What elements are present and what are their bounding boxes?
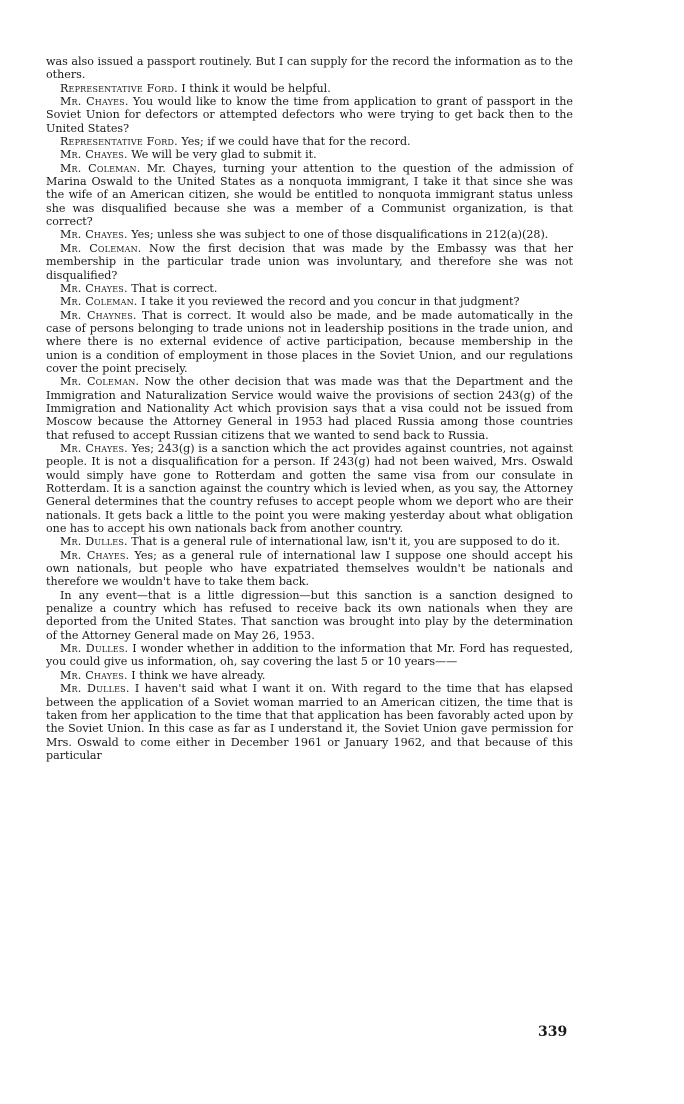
paragraph [46, 228, 573, 241]
speaker-name: Mr. Chaynes. [60, 308, 137, 322]
paragraph-text: I take it you reviewed the record and you concur in that judgment? [137, 295, 520, 309]
paragraph-text: I haven't said what I want it on. With regard to the time that has elapsed between the application of a Soviet woman married to an American citizen, the time that is taken from her application to the time that that application has been favorably acted upon by the Soviet Union. In this case as far as I understand it, the Soviet Union gave permission for Mrs. Oswald to come either in December 1961 or January 1962, and that because of this particular [46, 682, 573, 762]
paragraph [46, 162, 573, 229]
paragraph-text: I think we have already. [127, 668, 266, 682]
paragraph [46, 95, 573, 135]
speaker-name: Mr. Chayes. [60, 95, 129, 109]
paragraph-text: was also issued a passport routinely. But I can supply for the record the information as to the others. [46, 55, 573, 82]
speaker-name: Mr. Coleman. [60, 161, 141, 175]
speaker-name: Mr. Coleman. [60, 295, 138, 309]
paragraph-text: That is correct. [127, 281, 218, 295]
paragraph [46, 442, 573, 535]
speaker-name: Mr. Coleman. [60, 241, 142, 255]
paragraph [46, 148, 573, 161]
paragraph-text: I wonder whether in addition to the information that Mr. Ford has requested, you could give us information, oh, say covering the last 5 or 10 years—— [46, 642, 573, 669]
speaker-name: Mr. Dulles. [60, 535, 128, 549]
paragraph [46, 55, 573, 82]
speaker-name: Representative Ford. [60, 135, 178, 149]
paragraph [46, 82, 573, 95]
paragraph-text: Now the other decision that was made was that the Department and the Immigration and Naturalization Service would waive the provisions of section 243(g) of the Immigration and Nationality Act which provision says that a visa could not be issued from Moscow because the Attorney General in 1953 had placed Russia among those countries that refused to accept Russian citizens that we wanted to send back to Russia. [46, 375, 573, 442]
paragraph-text: Yes; 243(g) is a sanction which the act provides against countries, not against people. It is not a disqualification for a person. If 243(g) had not been waived, Mrs. Oswald would simply have gone to Rotterdam and gotten the same visa from our consulate in Rotterdam. It is a sanction against the country which is levied when, as you say, the Attorney General determines that the country refuses to accept people whom we deport who are their nationals. It gets back a little to the point you were making yesterday about what obligation one has to accept his own nationals back from another country. [46, 441, 573, 536]
speaker-name: Mr. Coleman. [60, 375, 140, 389]
paragraph-text: Yes; if we could have that for the record. [177, 135, 411, 149]
paragraph-text: I think it would be helpful. [177, 81, 331, 95]
paragraph-text: That is a general rule of international law, isn't it, you are supposed to do it. [127, 535, 560, 549]
paragraph-text: You would like to know the time from application to grant of passport in the Soviet Union for defectors or attempted defectors who were trying to get back then to the United States? [46, 95, 573, 135]
paragraph [46, 682, 573, 762]
speaker-name: Mr. Chayes. [60, 281, 128, 295]
speaker-name: Mr. Dulles. [60, 642, 129, 656]
paragraph-text: Now the first decision that was made by the Embassy was that her membership in the particular trade union was involuntary, and therefore she was not disqualified? [46, 241, 573, 282]
speaker-name: Representative Ford. [60, 81, 178, 95]
paragraph [46, 375, 573, 442]
paragraph [46, 535, 573, 548]
paragraph-text: In any event—that is a little digression—but this sanction is a sanction designed to penalize a country which has refused to receive back its own nationals when they are deported from the United States. That sanction was brought into play by the determination of the Attorney General made on May 26, 1953. [46, 588, 573, 642]
paragraph [46, 669, 573, 682]
paragraph-text: That is correct. It would also be made, and be made automatically in the case of persons belonging to trade unions not in leadership positions in the trade union, and where there is no external evidence of active participation, because membership in the union is a condition of employment in those places in the Soviet Union, and our regulations cover the point precisely. [46, 308, 573, 375]
paragraph [46, 642, 573, 669]
speaker-name: Mr. Chayes. [60, 228, 128, 242]
paragraph [46, 282, 573, 295]
speaker-name: Mr. Chayes. [60, 441, 128, 455]
speaker-name: Mr. Chayes. [60, 548, 130, 562]
document-body [46, 55, 573, 762]
paragraph-text: Yes; unless she was subject to one of those disqualifications in 212(a)(28). [127, 228, 549, 242]
paragraph [46, 589, 573, 642]
speaker-name: Mr. Chayes. [60, 668, 128, 682]
paragraph-text: Mr. Chayes, turning your attention to the question of the admission of Marina Oswald to the United States as a nonquota immigrant, I take it that since she was the wife of an American citizen, she would be entitled to nonquota immigrant status unless she was disqualified because she was a member of a Communist organization, is that correct? [46, 161, 573, 229]
paragraph [46, 135, 573, 148]
paragraph-text: Yes; as a general rule of international law I suppose one should accept his own nationals, but people who have expatriated themselves wouldn't be nationals and therefore we wouldn't have to take them back. [46, 548, 573, 589]
speaker-name: Mr. Chayes. [60, 148, 128, 162]
paragraph [46, 242, 573, 282]
page-number: 339 [538, 1024, 568, 1040]
paragraph [46, 549, 573, 589]
paragraph [46, 295, 573, 308]
speaker-name: Mr. Dulles. [60, 682, 130, 696]
paragraph [46, 309, 573, 376]
paragraph-text: We will be very glad to submit it. [127, 148, 317, 162]
